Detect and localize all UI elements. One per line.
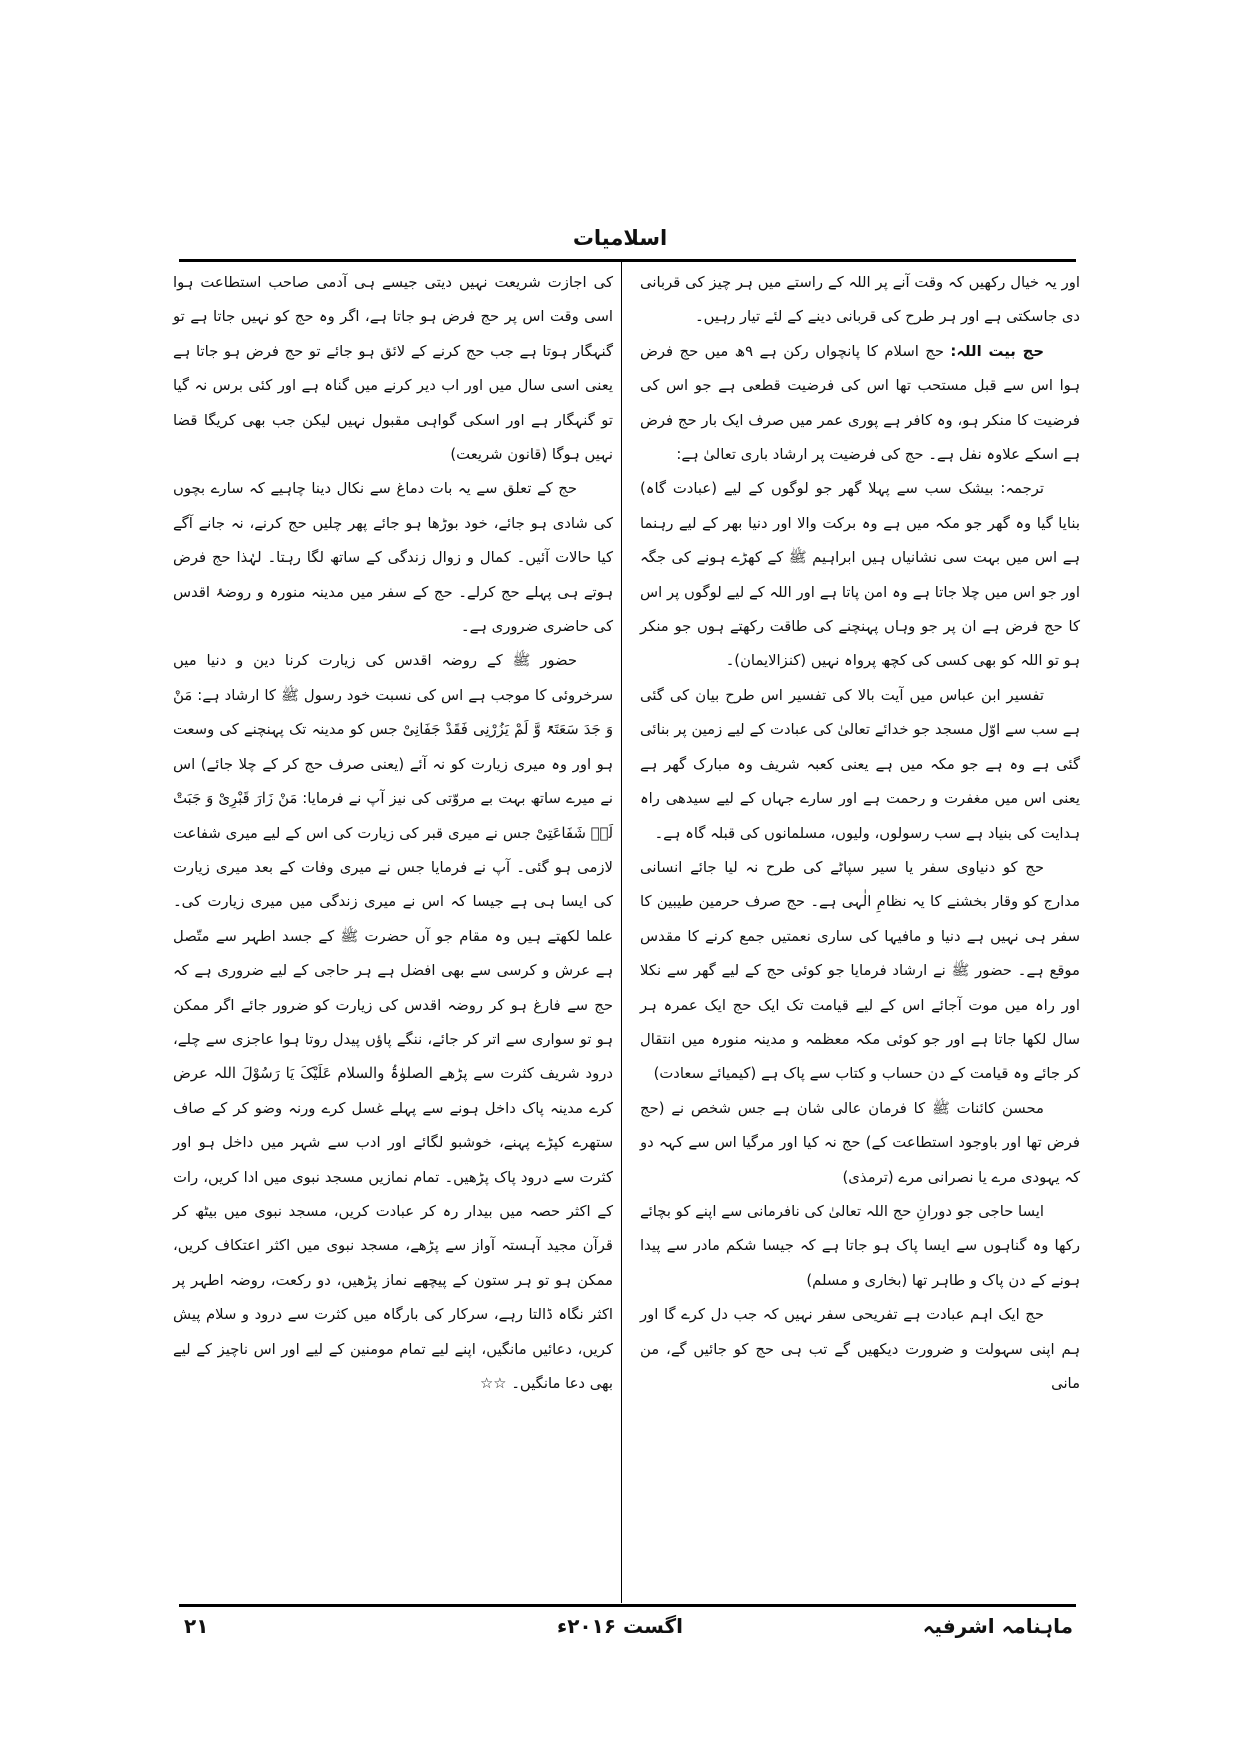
magazine-name: ماہنامہ اشرفیہ — [922, 1614, 1073, 1638]
column-divider — [621, 262, 622, 1603]
arabic-salutation: الصلوٰۃُ والسلام عَلَیْکَ یَا رَسُوْلَ اللہ — [213, 1065, 433, 1083]
arabic-hadith: مَنْ وَ جَدَ سَعَتَۃً وَّ لَمْ یَزُرْنِی فَقَدْ جَفَانِیْ — [173, 686, 613, 739]
right-column — [640, 266, 1080, 1401]
paragraph-ziyarat — [173, 644, 613, 1401]
paragraph-text: حضور ﷺ کے روضہ اقدس کی زیارت کرنا دین و دنیا میں سرخروئی کا موجب ہے اس کی نسبت خود رسول ﷺ کا ارشاد ہے: — [173, 652, 613, 704]
paragraph: ترجمہ: بیشک سب سے پہلا گھر جو لوگوں کے لیے (عبادت گاہ) بنایا گیا وہ گھر جو مکہ میں ہے وہ برکت والا اور دنیا بھر کے لیے رہنما ہے اس میں بہت سی نشانیاں ہیں ابراہیم ﷺ کے کھڑے ہونے کی جگہ اور جو اس میں چلا جاتا ہے وہ امن پاتا ہے اور اللہ کے لیے لوگوں پر اس کا حج فرض ہے ان پر جو وہاں پہنچنے کی طاقت رکھتے ہوں جو منکر ہو تو اللہ کو بھی کسی کی کچھ پرواہ نہیں (کنزالایمان)۔ — [640, 480, 1080, 670]
arabic-hadith: مَنْ زَارَ قَبْرِیْ وَ جَبَتْ لَہٗ شَفَاعَتِیْ — [173, 790, 613, 842]
paragraph: ایسا حاجی جو دورانِ حج اللہ تعالیٰ کی نافرمانی سے اپنے کو بچائے رکھا وہ گناہوں سے ایسا پاک ہو جاتا ہے کہ جیسا شکم مادر سے پیدا ہونے کے دن پاک و طاہر تھا (بخاری و مسلم) — [640, 1202, 1080, 1289]
paragraph: حج کو دنیاوی سفر یا سیر سپاٹے کی طرح نہ لیا جائے انسانی مدارج کو وقار بخشنے کا یہ نظامِ الٰہی ہے۔ حج صرف حرمین طیبین کا سفر ہی نہیں ہے دنیا و مافیہا کی ساری نعمتیں جمع کرنے کا مقدس موقع ہے۔ حضور ﷺ نے ارشاد فرمایا جو کوئی حج کے لیے گھر سے نکلا اور راہ میں موت آجائے اس کے لیے قیامت تک ایک حج ایک عمرہ ہر سال لکھا جاتا ہے اور جو کوئی مکہ معظمہ و مدینہ منورہ میں انتقال کر جائے وہ قیامت کے دن حساب و کتاب سے پاک ہے (کیمیائے سعادت) — [640, 858, 1080, 1083]
paragraph-text: جس کو مدینہ تک پہنچنے کی وسعت ہو اور وہ میری زیارت کو نہ آئے (یعنی صرف حج کر کے چلا جائے) اس نے میرے ساتھ بہت بے مروّتی کی نیز آپ نے فرمایا: — [173, 721, 613, 808]
paragraph: حج کے تعلق سے یہ بات دماغ سے نکال دینا چاہیے کہ سارے بچوں کی شادی ہو جائے، خود بوڑھا ہو جائے پھر چلیں حج کرنے، نہ جانے آگے کیا حالات آئیں۔ کمال و زوال زندگی کے ساتھ لگا رہتا۔ لہٰذا حج فرض ہوتے ہی پہلے حج کرلے۔ حج کے سفر میں مدینہ منورہ و روضۂ اقدس کی حاضری ضروری ہے۔ — [173, 480, 613, 636]
issue-date: اگست ۲۰۱۶ء — [556, 1614, 684, 1638]
left-column — [173, 266, 613, 1401]
paragraph-text: عرض کرے مدینہ پاک داخل ہونے سے پہلے غسل کرے ورنہ وضو کر کے صاف ستھرے کپڑے پہنے، خوشبو لگائے اور ادب سے شہر میں داخل ہو اور کثرت سے درود پاک پڑھیں۔ تمام نمازیں مسجد نبوی میں ادا کریں، رات کے اکثر حصہ میں بیدار رہ کر عبادت کریں، مسجد نبوی میں بیٹھ کر قرآن مجید آہستہ آواز سے پڑھے، مسجد نبوی میں اکثر اعتکاف کریں، ممکن ہو تو ہر ستون کے پیچھے نماز پڑھیں، دو رکعت، روضہ اطہر پر اکثر نگاہ ڈالتا رہے، سرکار کی بارگاہ میں کثرت سے درود و سلام پیش کریں، دعائیں مانگیں، اپنے لیے تمام مومنین کے لیے اور اس ناچیز کے لیے بھی دعا مانگیں۔ ☆☆ — [173, 1065, 613, 1392]
page-number: ۲۱ — [184, 1614, 209, 1638]
header-rule — [179, 259, 1076, 262]
paragraph: محسن کائنات ﷺ کا فرمان عالی شان ہے جس شخص نے (حج فرض تھا اور باوجود استطاعت کے) حج نہ کیا اور مرگیا اس سے کہہ دو کہ یہودی مرے یا نصرانی مرے (ترمذی) — [640, 1099, 1080, 1186]
paragraph: کی اجازت شریعت نہیں دیتی جیسے ہی آدمی صاحب استطاعت ہوا اسی وقت اس پر حج فرض ہو جاتا ہے، اگر وہ حج کو نہیں جاتا ہے تو گنہگار ہوتا ہے جب حج کرنے کے لائق ہو جائے تو حج فرض ہو جاتا ہے یعنی اسی سال میں اور اب دیر کرنے میں گناہ ہے اور کئی برس نہ گیا تو گنہگار ہے اور اسکی گواہی مقبول نہیں لیکن جب بھی کریگا قضا نہیں ہوگا (قانون شریعت) — [173, 274, 613, 464]
paragraph: حج ایک اہم عبادت ہے تفریحی سفر نہیں کہ جب دل کرے گا اور ہم اپنی سہولت و ضرورت دیکھیں گے تب ہی حج کو جائیں گے، من مانی — [640, 1306, 1080, 1392]
paragraph: تفسیر ابن عباس میں آیت بالا کی تفسیر اس طرح بیان کی گئی ہے سب سے اوّل مسجد جو خدائے تعالیٰ کی عبادت کے لیے زمین پر بنائی گئی ہے وہ ہے جو مکہ میں ہے یعنی کعبہ شریف وہ مبارک گھر ہے یعنی اس میں مغفرت و رحمت ہے اور سارے جہاں کے لیے سیدھی راہ ہدایت کی بنیاد ہے سب رسولوں، ولیوں، مسلمانوں کی قبلہ گاہ ہے۔ — [640, 686, 1080, 842]
paragraph-hajj — [640, 335, 1080, 473]
section-heading: حج بیت اللہ: — [950, 342, 1044, 360]
paragraph: اور یہ خیال رکھیں کہ وقت آنے پر اللہ کے راستے میں ہر چیز کی قربانی دی جاسکتی ہے اور ہر طرح کی قربانی دینے کے لئے تیار رہیں۔ — [640, 274, 1080, 326]
paragraph-text: جس نے میری قبر کی زیارت کی اس کے لیے میری شفاعت لازمی ہو گئی۔ آپ نے فرمایا جس نے میری وفات کے بعد میری زیارت کی ایسا ہی ہے جیسا کہ اس نے میری زندگی میں میری زیارت کی۔ علما لکھتے ہیں وہ مقام جو آں حضرت ﷺ کے جسد اطہر سے متّصل ہے عرش و کرسی سے بھی افضل ہے ہر حاجی کے لیے ضروری ہے کہ حج سے فارغ ہو کر روضہ اقدس کی زیارت کو ضرور جائے اگر ممکن ہو تو سواری سے اتر کر جائے، ننگے پاؤں پیدل روتا ہوا عاجزی سے چلے، درود شریف کثرت سے پڑھے — [173, 824, 614, 1083]
section-title: اسلامیات — [572, 226, 668, 250]
footer-rule — [179, 1604, 1076, 1607]
paragraph-text: حج اسلام کا پانچواں رکن ہے ۹ھ میں حج فرض ہوا اس سے قبل مستحب تھا اس کی فرضیت قطعی ہے جو اس کی فرضیت کا منکر ہو، وہ کافر ہے پوری عمر میں صرف ایک بار حج فرض ہے اسکے علاوہ نفل ہے۔ حج کی فرضیت پر ارشاد باری تعالیٰ ہے: — [640, 342, 1080, 464]
